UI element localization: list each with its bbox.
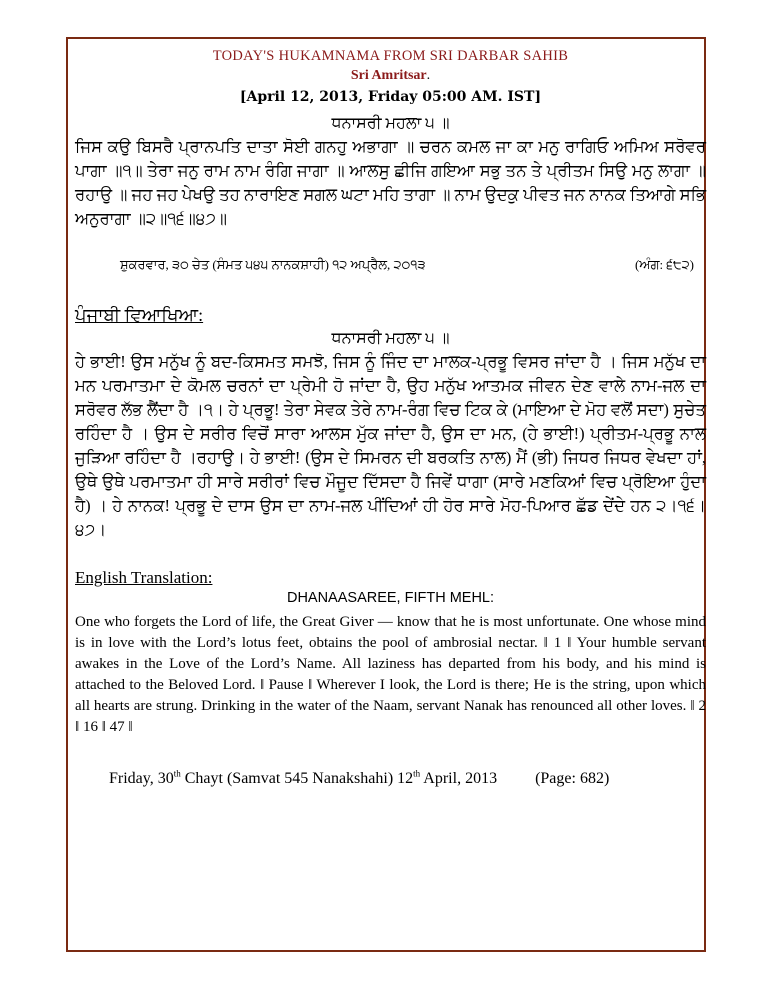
ang-reference: (ਅੰਗ: ੬੮੨) [634,257,694,272]
footer-date [109,770,497,788]
hukamnama-content [75,42,706,788]
footer-mid-suffix: th [413,768,421,779]
location-subtitle [75,68,706,84]
gurbani-text: ਜਿਸ ਕਉ ਬਿਸਰੈ ਪ੍ਰਾਨਪਤਿ ਦਾਤਾ ਸੋਈ ਗਨਹੁ ਅਭਾਗਾ ॥ ਚਰਨ ਕਮਲ ਜਾ ਕਾ ਮਨੁ ਰਾਗਿਓ ਅਮਿਅ ਸਰੋਵਰ ਪਾਗਾ ॥੧॥ ਤੇਰਾ ਜਨੁ ਰਾਮ ਨਾਮ ਰੰਗਿ ਜਾਗਾ ॥ ਆਲਸੁ ਛੀਜਿ ਗਇਆ ਸਭੁ ਤਨ ਤੇ ਪ੍ਰੀਤਮ ਸਿਉ ਮਨੁ ਲਾਗਾ ॥ ਰਹਾਉ ॥ ਜਹ ਜਹ ਪੇਖਉ ਤਹ ਨਾਰਾਇਣ ਸਗਲ ਘਟਾ ਮਹਿ ਤਾਗਾ ॥ ਨਾਮ ਉਦਕੁ ਪੀਵਤ ਜਨ ਨਾਨਕ ਤਿਆਗੇ ਸਭਿ ਅਨੁਰਾਗਾ ॥੨॥੧੬॥੪੭॥ [75,137,706,228]
english-translation: One who forgets the Lord of life, the Great Giver — know that he is most unfortunate. One whose mind is in love with the Lord’s lotus feet, obtains the pool of ambrosial nectar. ‖ 1 ‖ Your humble servant awakes in the Love of the Lord’s Name. All laziness has departed from his body, and his mind is attached to the Beloved Lord. ‖ Pause ‖ Wherever I look, the Lord is there; He is the string, upon which all hearts are strung. Drinking in the water of the Naam, servant Nanak has renounced all other loves. ‖ 2 ‖ 16 ‖ 47 ‖ [75,614,706,735]
footer-page: (Page: 682) [535,770,610,787]
footer-day: Friday, 30 [109,770,174,787]
page-title: TODAY'S HUKAMNAMA FROM SRI DARBAR SAHIB [212,48,569,64]
footer-day-suffix: th [173,768,181,779]
location-suffix: . [426,68,431,83]
punjabi-date-line [120,257,694,273]
english-section-title: English Translation: [75,568,213,587]
location-name: Sri Amritsar [350,68,427,83]
punjabi-explanation: ਹੇ ਭਾਈ! ਉਸ ਮਨੁੱਖ ਨੂੰ ਬਦ-ਕਿਸਮਤ ਸਮਝੋ, ਜਿਸ ਨੂੰ ਜਿੰਦ ਦਾ ਮਾਲਕ-ਪ੍ਰਭੂ ਵਿਸਰ ਜਾਂਦਾ ਹੈ । ਜਿਸ ਮਨੁੱਖ ਦਾ ਮਨ ਪਰਮਾਤਮਾ ਦੇ ਕੋਮਲ ਚਰਨਾਂ ਦਾ ਪ੍ਰੇਮੀ ਹੋ ਜਾਂਦਾ ਹੈ, ਉਹ ਮਨੁੱਖ ਆਤਮਕ ਜੀਵਨ ਦੇਣ ਵਾਲੇ ਨਾਮ-ਜਲ ਦਾ ਸਰੋਵਰ ਲੱਭ ਲੈਂਦਾ ਹੈ ।੧। ਹੇ ਪ੍ਰਭੂ! ਤੇਰਾ ਸੇਵਕ ਤੇਰੇ ਨਾਮ-ਰੰਗ ਵਿਚ ਟਿਕ ਕੇ (ਮਾਇਆ ਦੇ ਮੋਹ ਵਲੋਂ ਸਦਾ) ਸੁਚੇਤ ਰਹਿੰਦਾ ਹੈ । ਉਸ ਦੇ ਸਰੀਰ ਵਿਚੋਂ ਸਾਰਾ ਆਲਸ ਮੁੱਕ ਜਾਂਦਾ ਹੈ, ਉਸ ਦਾ ਮਨ, (ਹੇ ਭਾਈ!) ਪ੍ਰੀਤਮ-ਪ੍ਰਭੂ ਨਾਲ ਜੁੜਿਆ ਰਹਿੰਦਾ ਹੈ ।ਰਹਾਉ। ਹੇ ਭਾਈ! (ਉਸ ਦੇ ਸਿਮਰਨ ਦੀ ਬਰਕਤਿ ਨਾਲ) ਮੈਂ (ਭੀ) ਜਿਧਰ ਜਿਧਰ ਵੇਖਦਾ ਹਾਂ, ਉਥੇ ਉਥੇ ਪਰਮਾਤਮਾ ਹੀ ਸਾਰੇ ਸਰੀਰਾਂ ਵਿਚ ਮੌਜੂਦ ਦਿੱਸਦਾ ਹੈ ਜਿਵੇਂ ਧਾਗਾ (ਸਾਰੇ ਮਣਕਿਆਂ ਵਿਚ ਪ੍ਰੋਇਆ ਹੁੰਦਾ ਹੈ) । ਹੇ ਨਾਨਕ! ਪ੍ਰਭੂ ਦੇ ਦਾਸ ਉਸ ਦਾ ਨਾਮ-ਜਲ ਪੀਂਦਿਆਂ ਹੀ ਹੋਰ ਸਾਰੇ ਮੋਹ-ਪਿਆਰ ਛੱਡ ਦੇਂਦੇ ਹਨ ੨।੧੬।੪੭। [75,352,706,539]
date-line: [April 12, 2013, Friday 05:00 AM. IST] [239,89,542,105]
footer-date-line [109,770,706,788]
gurbani-heading: ਧਨਾਸਰੀ ਮਹਲਾ ੫ ॥ [331,115,450,132]
punjabi-heading: ਧਨਾਸਰੀ ਮਹਲਾ ੫ ॥ [331,330,450,347]
punjabi-date: ਸ਼ੁਕਰਵਾਰ, ੩੦ ਚੇਤ (ਸੰਮਤ ੫੪੫ ਨਾਨਕਸ਼ਾਹੀ) ੧੨ ਅਪ੍ਰੈਲ, ੨੦੧੩ [120,257,426,272]
english-heading: DHANAASAREE, FIFTH MEHL: [286,590,495,606]
footer-samvat: Chayt (Samvat 545 Nanakshahi) 12 [180,770,414,787]
footer-month-year: April, 2013 [420,770,498,787]
punjabi-section-title: ਪੰਜਾਬੀ ਵਿਆਖਿਆ: [75,305,204,325]
